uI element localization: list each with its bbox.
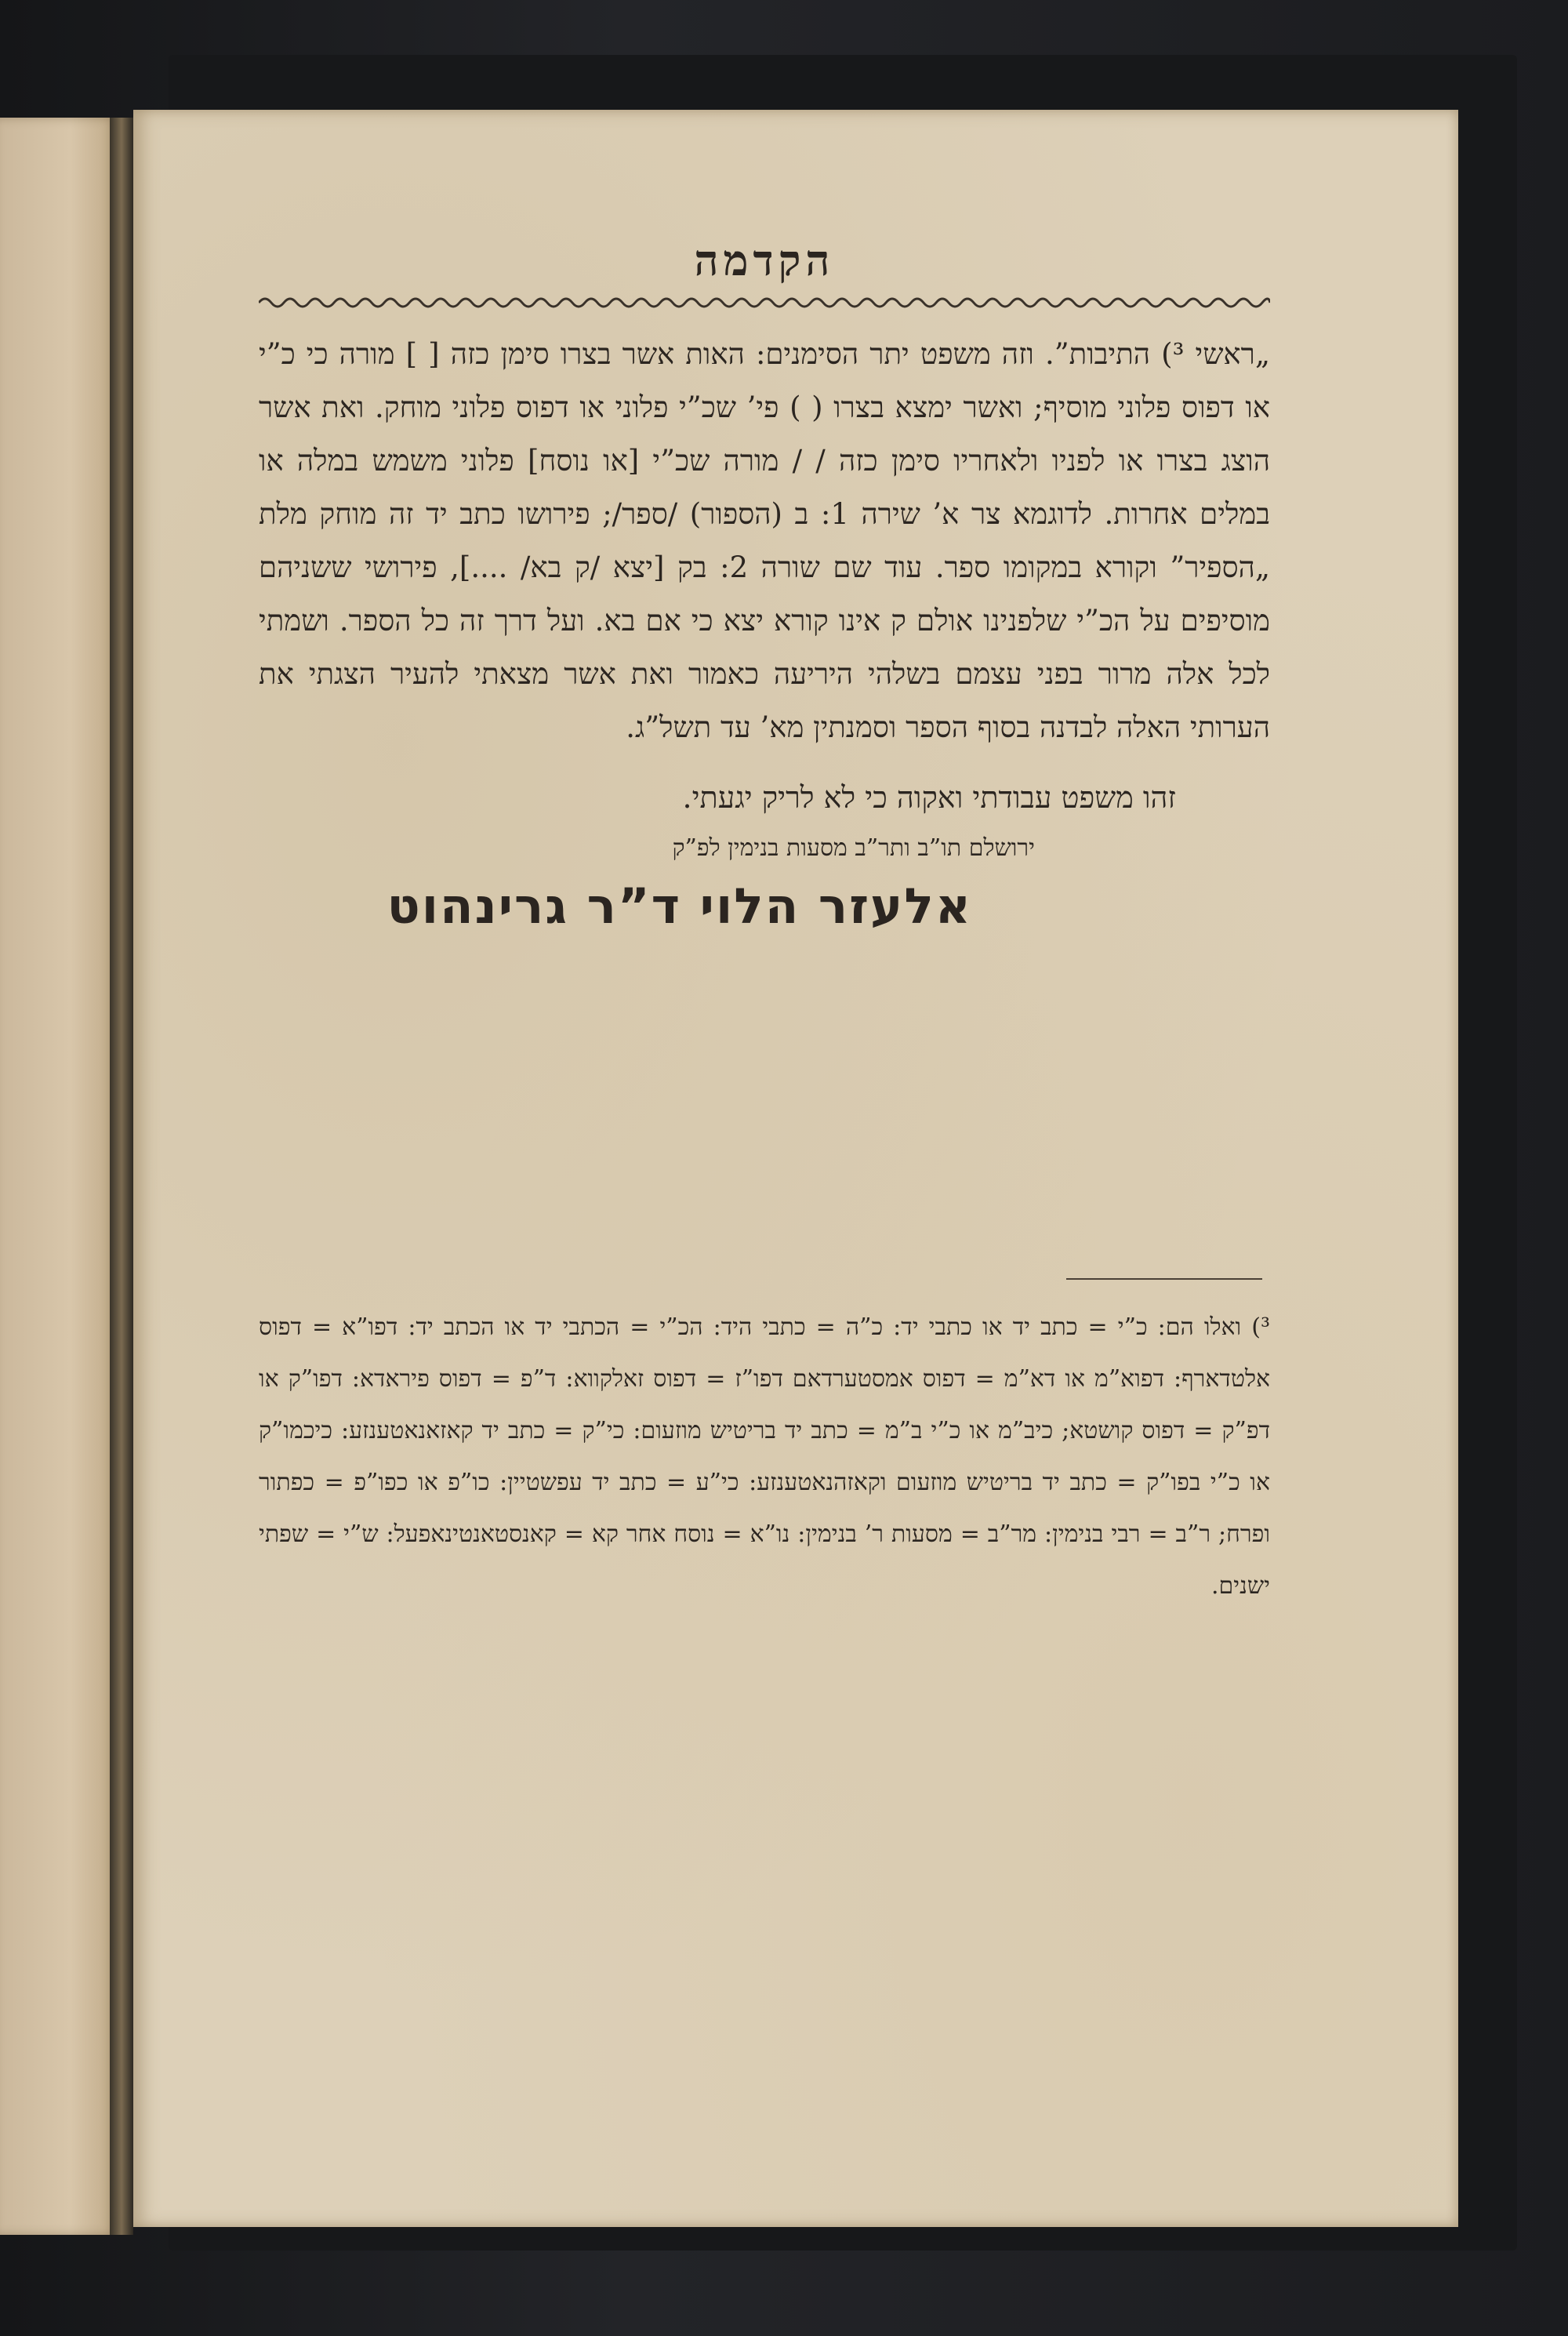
book-page <box>133 110 1458 2227</box>
author-signature: אלעזר הלוי ד”ר גרינהוט <box>387 877 972 935</box>
body-text <box>259 328 1270 754</box>
wavy-divider <box>259 293 1270 312</box>
footnote-divider <box>1066 1278 1262 1280</box>
page-title: הקדמה <box>694 235 835 285</box>
page-content <box>259 235 1270 935</box>
footnote-text: ³) ואלו הם: כ”י = כתב יד או כתבי יד: כ”ה = כתבי היד: הכ”י = הכתבי יד או הכתב יד: דפו”א = דפוס אלטדארף: דפוא”מ או דא”מ = דפוס אמסטערדאם דפו”ז = דפוס זאלקווא: ד”פ = דפוס פיראדא: דפו”ק או דפ”ק = דפוס קושטא; כיב”מ או כ”י ב”מ = כתב יד בריטיש מוזעום: כי”ק = כתב יד קאזאנאטענזע: כיכמו”ק או כ”י בפו”ק = כתב יד בריטיש מוזעום וקאזהנאטענזע: כי”ע = כתב יד עפשטיין: כו”פ או כפו”פ = כפתור ופרח; ר”ב = רבי בנימין: מר”ב = מסעות ר’ בנימין: נו”א = נוסח אחר קא = קאנסטאנטינאפעל: ש”י = שפתי ישנים. <box>259 1313 1270 1600</box>
book-gutter <box>110 118 133 2235</box>
place-date-line: ירושלם תו”ב ותר”ב מסעות בנימין לפ”ק <box>672 834 1035 862</box>
closing-line: זהו משפט עבודתי ואקוה כי לא לריק יגעתי. <box>682 780 1176 815</box>
left-page-edge <box>0 118 118 2235</box>
body-paragraph: „ראשי ³) התיבות”. וזה משפט יתר הסימנים: האות אשר בצרו סימן כזה [ ] מורה כי כ”י או דפוס פלוני מוסיף; ואשר ימצא בצרו ( ) פי’ שכ”י פלוני או דפוס פלוני מוחק. ואת אשר הוצג בצרו או לפניו ולאחריו סימן כזה / / מורה שכ”י [או נוסח] פלוני משמש במלה או במלים אחרות. לדוגמא צר א’ שירה 1: ב (הספור) /ספר/; פירושו כתב יד זה מוחק מלת „הספיר” וקורא במקומו ספר. עוד שם שורה 2: בק [יצא /ק בא/ ....], פירושי ששניהם מוסיפים על הכ”י שלפנינו אולם ק אינו קורא יצא כי אם בא. ועל דרך זה כל הספר. ושמתי לכל אלה מרור בפני עצמם בשלהי היריעה כאמור ואת אשר מצאתי להעיר הצגתי את הערותי האלה לבדנה בסוף הספר וסמנתין מא’ עד תשל”ג. <box>259 337 1271 744</box>
